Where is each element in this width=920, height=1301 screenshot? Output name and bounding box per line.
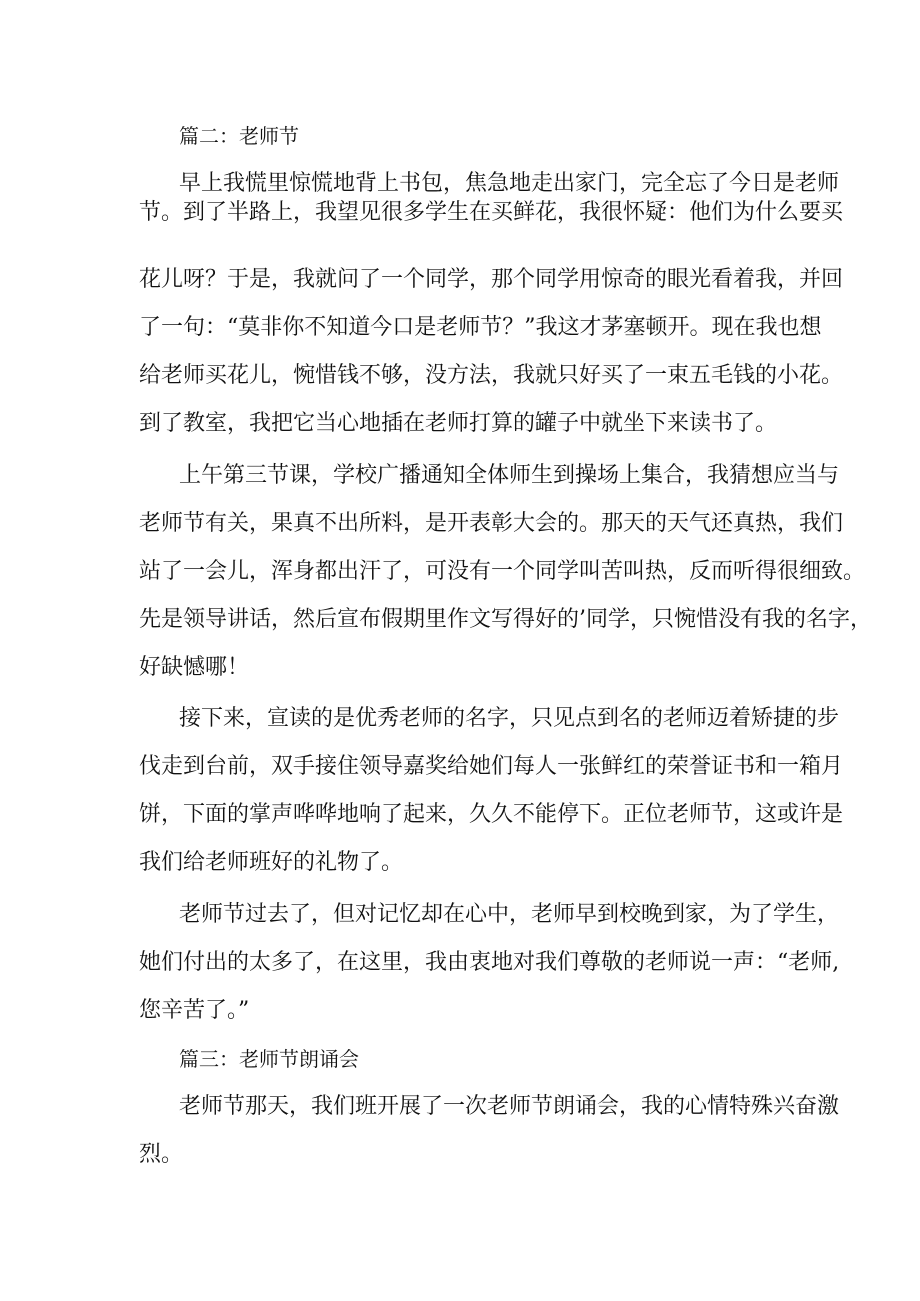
paragraph-line: 上午第三节课，学校广播通知全体师生到操场上集合，我猜想应当与 bbox=[179, 463, 840, 488]
paragraph-line: 我们给老师班好的礼物了。 bbox=[139, 850, 404, 875]
paragraph-line: 节。到了半路上，我望见很多学生在买鲜花，我很怀疑：他们为什么要买 bbox=[139, 200, 844, 225]
paragraph-line: 早上我慌里惊慌地背上书包，焦急地走出家门，完全忘了今日是老师 bbox=[179, 171, 840, 196]
paragraph-line: 到了教室，我把它当心地插在老师打算的罐子中就坐下来读书了。 bbox=[139, 411, 778, 436]
paragraph-line: 给老师买花儿，惋惜钱不够，没方法，我就只好买了一束五毛钱的小花。 bbox=[139, 363, 844, 388]
paragraph-line: 您辛苦了。” bbox=[139, 998, 250, 1023]
paragraph-line: 好缺憾哪！ bbox=[139, 655, 250, 680]
paragraph-line: 老师节过去了，但对记忆却在心中，老师早到校晚到家，为了学生， bbox=[179, 902, 840, 927]
paragraph-line: 她们付出的太多了，在这里，我由衷地对我们尊敬的老师说一声：“老师, bbox=[139, 950, 840, 975]
paragraph-line: 伐走到台前，双手接住领导嘉奖给她们每人一张鲜红的荣誉证书和一箱月 bbox=[139, 754, 844, 779]
paragraph-line: 饼，下面的掌声哗哗地响了起来，久久不能停下。正位老师节，这或许是 bbox=[139, 802, 844, 827]
paragraph-line: 老师节有关，果真不出所料，是开表彰大会的。那天的天气还真热，我们 bbox=[139, 511, 844, 536]
paragraph-line: 了一句：“莫非你不知道今口是老师节？”我这才茅塞顿开。现在我也想 bbox=[139, 315, 822, 340]
paragraph-line: 先是领导讲话，然后宣布假期里作文写得好的’同学，只惋惜没有我的名字， bbox=[139, 607, 872, 632]
paragraph-line: 花儿呀？于是，我就问了一个同学，那个同学用惊奇的眼光看着我，并回 bbox=[139, 267, 844, 292]
paragraph-line: 老师节那天，我们班开展了一次老师节朗诵会，我的心情特殊兴奋激 bbox=[179, 1094, 840, 1119]
section-title: 篇二：老师节 bbox=[179, 124, 299, 148]
paragraph-line: 烈。 bbox=[139, 1142, 184, 1167]
paragraph-line: 站了一会儿，浑身都出汗了，可没有一个同学叫苦叫热，反而听得很细致。 bbox=[139, 559, 866, 584]
section-title: 篇三：老师节朗诵会 bbox=[179, 1047, 359, 1071]
paragraph-line: 接下来，宣读的是优秀老师的名字，只见点到名的老师迈着矫捷的步 bbox=[179, 706, 840, 731]
